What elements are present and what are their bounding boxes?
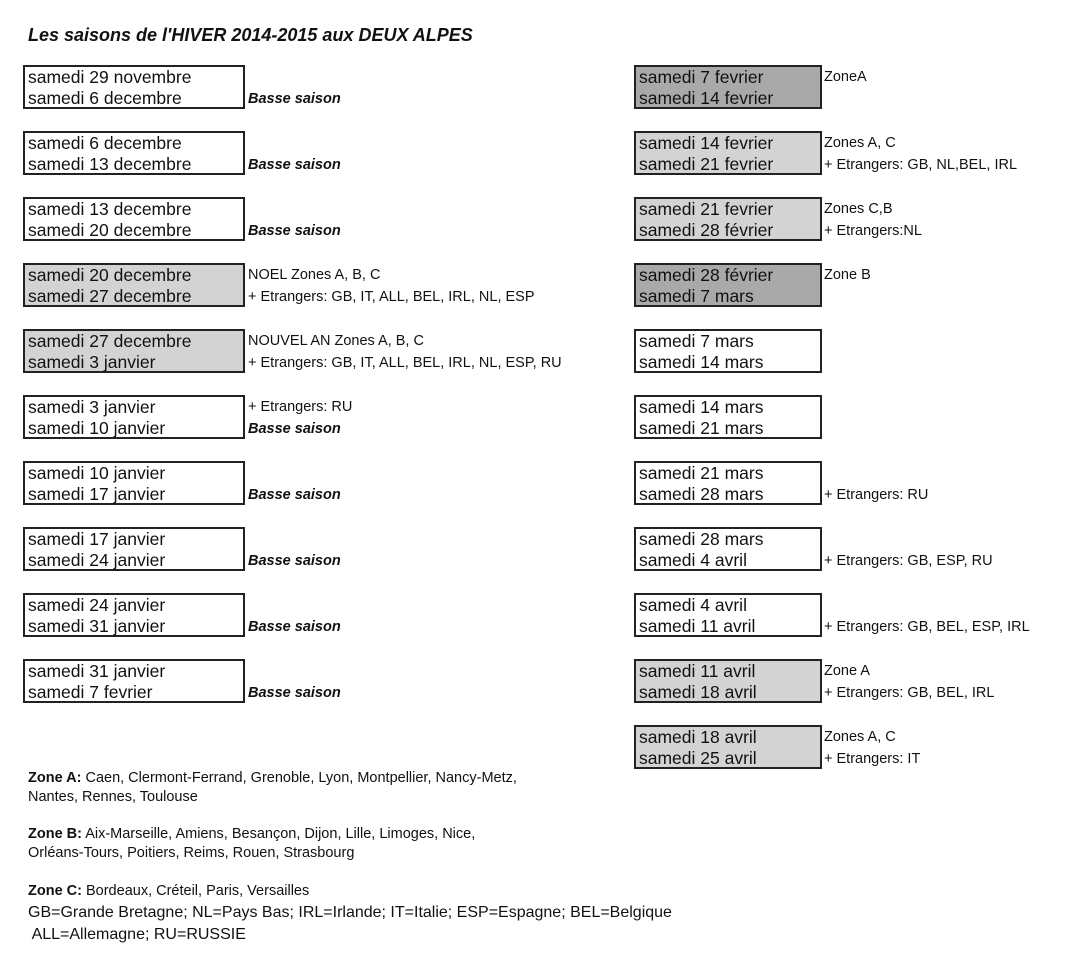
zone-c-cities: Bordeaux, Créteil, Paris, Versailles	[81, 883, 310, 899]
week-start-date: samedi 29 novembre	[28, 67, 192, 87]
week-note-secondary: + Etrangers: RU	[824, 487, 929, 503]
week-end-date: samedi 7 fevrier	[28, 682, 153, 702]
week-start-date: samedi 21 mars	[639, 463, 764, 483]
week-end-date: samedi 31 janvier	[28, 616, 166, 636]
week-box	[23, 197, 245, 241]
week-end-date: samedi 11 avril	[639, 616, 756, 636]
week-note-primary: ZoneA	[824, 69, 867, 85]
zone-a-label: Zone A:	[28, 770, 82, 786]
zone-b-cities-2: Orléans-Tours, Poitiers, Reims, Rouen, Strasbourg	[28, 845, 355, 861]
zone-b-cities: Aix-Marseille, Amiens, Besançon, Dijon, Lille, Limoges, Nice,	[81, 826, 476, 842]
low-season-label: Basse saison	[248, 487, 341, 503]
week-box	[23, 263, 245, 307]
week-box	[23, 659, 245, 703]
zone-a-cities-2: Nantes, Rennes, Toulouse	[28, 789, 198, 805]
week-note-secondary: + Etrangers: IT	[824, 751, 921, 767]
abbreviations-line-1: GB=Grande Bretagne; NL=Pays Bas; IRL=Irlande; IT=Italie; ESP=Espagne; BEL=Belgique	[28, 904, 672, 921]
week-box	[634, 263, 822, 307]
week-start-date: samedi 28 février	[639, 265, 774, 285]
week-start-date: samedi 28 mars	[639, 529, 764, 549]
week-end-date: samedi 10 janvier	[28, 418, 166, 438]
page-title: Les saisons de l'HIVER 2014-2015 aux DEUX ALPES	[28, 25, 473, 45]
low-season-label: Basse saison	[248, 223, 341, 239]
week-box	[634, 131, 822, 175]
week-start-date: samedi 14 fevrier	[639, 133, 774, 153]
week-note-primary: Zones A, C	[824, 729, 896, 745]
week-end-date: samedi 17 janvier	[28, 484, 166, 504]
week-start-date: samedi 17 janvier	[28, 529, 166, 549]
week-start-date: samedi 18 avril	[639, 727, 757, 747]
week-box	[23, 527, 245, 571]
week-note-secondary: + Etrangers: GB, BEL, IRL	[824, 685, 995, 701]
week-box	[634, 659, 822, 703]
week-start-date: samedi 4 avril	[639, 595, 747, 615]
week-end-date: samedi 21 fevrier	[639, 154, 774, 174]
week-end-date: samedi 18 avril	[639, 682, 757, 702]
week-box	[23, 461, 245, 505]
low-season-label: Basse saison	[248, 685, 341, 701]
low-season-label: Basse saison	[248, 91, 341, 107]
week-note-secondary: + Etrangers: GB, NL,BEL, IRL	[824, 157, 1018, 173]
week-box	[634, 65, 822, 109]
week-note-secondary: + Etrangers: GB, ESP, RU	[824, 553, 993, 569]
week-box	[23, 65, 245, 109]
week-end-date: samedi 20 decembre	[28, 220, 192, 240]
week-box	[634, 593, 822, 637]
week-start-date: samedi 7 mars	[639, 331, 754, 351]
zone-c-label: Zone C:	[28, 883, 82, 899]
week-box	[634, 461, 822, 505]
week-note-secondary: + Etrangers: GB, BEL, ESP, IRL	[824, 619, 1030, 635]
week-start-date: samedi 20 decembre	[28, 265, 192, 285]
zone-b-legend	[28, 825, 475, 863]
week-start-date: samedi 31 janvier	[28, 661, 166, 681]
week-box	[634, 527, 822, 571]
week-start-date: samedi 10 janvier	[28, 463, 166, 483]
week-box	[23, 329, 245, 373]
week-start-date: samedi 6 decembre	[28, 133, 182, 153]
week-end-date: samedi 6 decembre	[28, 88, 182, 108]
abbreviations-line-2: ALL=Allemagne; RU=RUSSIE	[28, 926, 246, 943]
week-end-date: samedi 14 fevrier	[639, 88, 774, 108]
week-end-date: samedi 21 mars	[639, 418, 764, 438]
week-box	[634, 329, 822, 373]
low-season-label: Basse saison	[248, 421, 341, 437]
week-end-date: samedi 28 mars	[639, 484, 764, 504]
week-box	[23, 593, 245, 637]
week-start-date: samedi 11 avril	[639, 661, 756, 681]
zone-b-label: Zone B:	[28, 826, 82, 842]
week-end-date: samedi 4 avril	[639, 550, 747, 570]
week-note-primary: NOUVEL AN Zones A, B, C	[248, 333, 424, 349]
week-start-date: samedi 21 fevrier	[639, 199, 774, 219]
week-box	[23, 131, 245, 175]
week-note-primary: Zones A, C	[824, 135, 896, 151]
week-note-secondary: + Etrangers: GB, IT, ALL, BEL, IRL, NL, ESP, RU	[248, 355, 562, 371]
week-note-primary: Zone B	[824, 267, 871, 283]
zone-a-cities: Caen, Clermont-Ferrand, Grenoble, Lyon, Montpellier, Nancy-Metz,	[81, 770, 517, 786]
week-note-primary: Zones C,B	[824, 201, 893, 217]
week-end-date: samedi 7 mars	[639, 286, 754, 306]
week-end-date: samedi 13 decembre	[28, 154, 192, 174]
week-note-secondary: + Etrangers: GB, IT, ALL, BEL, IRL, NL, ESP	[248, 289, 535, 305]
week-end-date: samedi 14 mars	[639, 352, 764, 372]
week-note-secondary: + Etrangers:NL	[824, 223, 922, 239]
week-start-date: samedi 27 decembre	[28, 331, 192, 351]
week-start-date: samedi 7 fevrier	[639, 67, 764, 87]
week-end-date: samedi 3 janvier	[28, 352, 156, 372]
low-season-label: Basse saison	[248, 157, 341, 173]
week-note-primary: NOEL Zones A, B, C	[248, 267, 381, 283]
week-end-date: samedi 25 avril	[639, 748, 757, 768]
week-start-date: samedi 24 janvier	[28, 595, 166, 615]
week-box	[23, 395, 245, 439]
week-note-primary: Zone A	[824, 663, 870, 679]
week-start-date: samedi 14 mars	[639, 397, 764, 417]
week-box	[634, 395, 822, 439]
week-box	[634, 197, 822, 241]
week-start-date: samedi 3 janvier	[28, 397, 156, 417]
zone-c-legend	[28, 882, 309, 901]
week-start-date: samedi 13 decembre	[28, 199, 192, 219]
week-note-primary: + Etrangers: RU	[248, 399, 353, 415]
week-end-date: samedi 27 decembre	[28, 286, 192, 306]
week-box	[634, 725, 822, 769]
zone-a-legend	[28, 769, 517, 807]
week-end-date: samedi 24 janvier	[28, 550, 166, 570]
week-end-date: samedi 28 février	[639, 220, 774, 240]
low-season-label: Basse saison	[248, 619, 341, 635]
low-season-label: Basse saison	[248, 553, 341, 569]
